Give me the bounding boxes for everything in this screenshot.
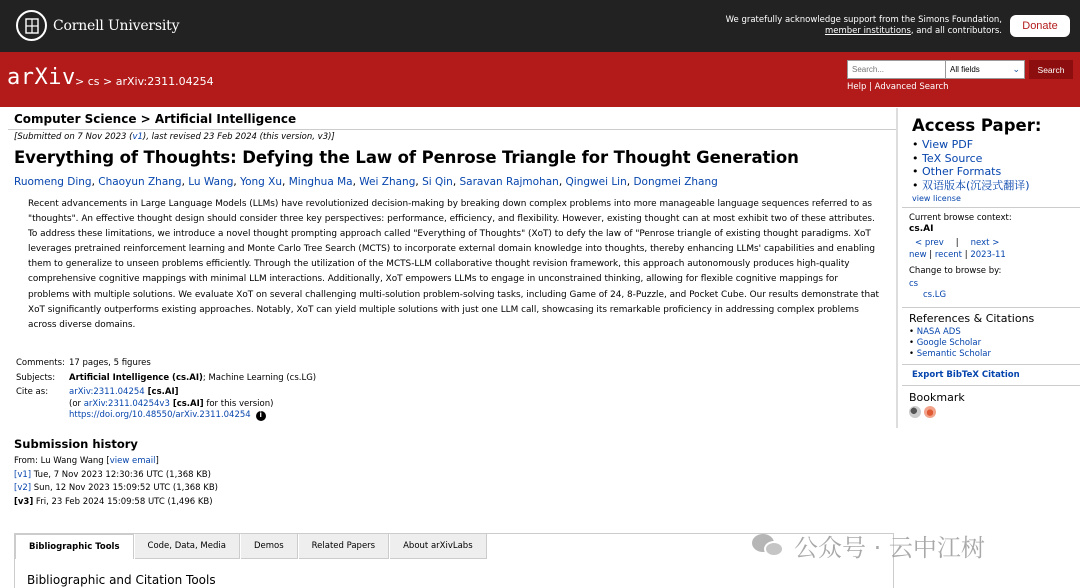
version-row: [v1] Tue, 7 Nov 2023 12:30:36 UTC (1,368 KB) — [14, 469, 211, 480]
change-browse-label: Change to browse by: — [909, 266, 1002, 277]
author-link[interactable]: Saravan Rajmohan — [459, 176, 559, 188]
author-link[interactable]: Qingwei Lin — [565, 176, 627, 188]
browse-cslg-link[interactable]: cs.LG — [923, 290, 947, 301]
cite-v3-link[interactable]: arXiv:2311.04254v3 — [83, 398, 170, 409]
version-link-v1[interactable]: [v1] — [14, 469, 32, 480]
extra-services-sidebar — [896, 108, 1080, 428]
author-link[interactable]: Ruomeng Ding — [14, 176, 92, 188]
crumb-paper-id: arXiv:2311.04254 — [115, 75, 214, 88]
tab-related-papers[interactable]: Related Papers — [299, 534, 389, 559]
comments-value: 17 pages, 5 figures — [69, 358, 151, 368]
browse-context: Current browse context: cs.AI < prev | next > new | recent | 2023-11 Change to browse by: cs cs.LG — [902, 207, 1080, 301]
paper-title: Everything of Thoughts: Defying the Law of Penrose Triangle for Thought Generation — [14, 148, 799, 167]
submission-history — [14, 437, 218, 509]
author-link[interactable]: Minghua Ma — [288, 176, 353, 188]
author-link[interactable]: Wei Zhang — [359, 176, 416, 188]
view-license-link[interactable]: view license — [912, 194, 961, 204]
support-message: We gratefully acknowledge support from the Simons Foundation, member institutions, and all contributors. — [725, 15, 1002, 36]
version-row: [v2] Sun, 12 Nov 2023 15:09:52 UTC (1,368 KB) — [14, 483, 218, 493]
browse-context-value: cs.AI — [909, 224, 934, 235]
header-breadcrumb: > cs > arXiv:2311.04254 — [75, 75, 214, 88]
prev-link[interactable]: < prev — [915, 238, 944, 249]
paper-main — [14, 132, 894, 333]
access-paper — [898, 108, 1080, 203]
bibsonomy-icon[interactable] — [909, 406, 921, 418]
browse-cs-link[interactable]: cs — [909, 279, 919, 290]
author-list: Ruomeng Ding, Chaoyun Zhang, Lu Wang, Yong Xu, Minghua Ma, Wei Zhang, Si Qin, Saravan Rajmohan, Qingwei Lin, Dongmei Zhang — [14, 176, 718, 188]
arxiv-logo[interactable]: arXiv — [7, 65, 76, 90]
search-bar — [847, 60, 1073, 79]
chevron-down-icon: ⌄ — [1012, 64, 1020, 74]
v1-link[interactable]: v1 — [132, 132, 143, 142]
cornell-seal-icon — [16, 10, 47, 41]
tab-demos[interactable]: Demos — [241, 534, 298, 559]
tab-panel-heading: Bibliographic and Citation Tools — [27, 573, 216, 587]
watermark-text: 公众号 · 云中江树 — [794, 534, 985, 562]
search-field-select[interactable]: All fields ⌄ — [945, 60, 1025, 79]
nasa-ads-link[interactable]: NASA ADS — [916, 327, 961, 338]
access-paper-title: Access Paper: — [912, 116, 1042, 135]
cornell-logo[interactable] — [16, 10, 179, 41]
wechat-watermark — [752, 528, 985, 563]
info-icon[interactable]: i — [256, 411, 266, 421]
tab-about-arxivlabs[interactable]: About arXivLabs — [390, 534, 487, 559]
cite-label: Cite as: — [16, 387, 49, 397]
category-breadcrumb: Computer Science > Artificial Intelligence — [8, 108, 896, 130]
search-button[interactable]: Search — [1029, 60, 1073, 79]
tex-source-link[interactable]: TeX Source — [922, 151, 983, 165]
search-links: Help | Advanced Search — [847, 82, 949, 92]
help-link[interactable]: Help — [847, 82, 867, 92]
semantic-scholar-link[interactable]: Semantic Scholar — [916, 349, 992, 360]
paper-metadata — [16, 358, 316, 425]
bilingual-version-link[interactable]: 双语版本(沉浸式翻译) — [922, 178, 1030, 192]
bookmark-heading: Bookmark — [909, 391, 965, 405]
other-formats-link[interactable]: Other Formats — [922, 165, 1002, 179]
author-link[interactable]: Lu Wang — [188, 176, 234, 188]
new-link[interactable]: new — [909, 250, 927, 261]
author-link[interactable]: Yong Xu — [240, 176, 283, 188]
crumb-cs[interactable]: cs — [87, 75, 100, 88]
version-current-v3: [v3] — [14, 496, 34, 507]
recent-link[interactable]: recent — [934, 250, 963, 261]
refs-heading: References & Citations — [909, 312, 1035, 326]
doi-link[interactable]: https://doi.org/10.48550/arXiv.2311.04254 — [69, 410, 251, 420]
cite-value: arXiv:2311.04254 [cs.AI] (or arXiv:2311.04254v3 [cs.AI] for this version) https://doi.org/10.48550/arXiv.2311.04254 i — [69, 387, 274, 420]
subjects-value: Artificial Intelligence (cs.AI); Machine Learning (cs.LG) — [69, 372, 317, 383]
history-heading: Submission history — [14, 437, 138, 451]
view-pdf-link[interactable]: View PDF — [922, 138, 974, 151]
submitter: From: Lu Wang Wang [view email] — [14, 456, 159, 466]
author-link[interactable]: Chaoyun Zhang — [98, 176, 182, 188]
abstract-text: Recent advancements in Large Language Models (LLMs) have revolutionized decision-making by breaking down complex problems into more manageable language sequences referred to as "thoughts". An effective thought design should consider three key perspectives: performance, efficiency, and flexibility. However, existing thought can at most exhibit two of these attributes. To address these limitations, we introduce a novel thought prompting approach called "Everything of Thoughts" (XoT) to defy the law of "Penrose triangle of existing thought paradigms. XoT leverages pretrained reinforcement learning and Monte Carlo Tree Search (MCTS) to incorporate external domain knowledge into thoughts, thereby enhancing LLMs' capabilities and enabling them to generalize to unseen problems efficiently. Through the utilization of the MCTS-LLM collaborative thought revision framework, this approach autonomously produces high-quality comprehensive cognitive mappings with minimal LLM interactions. Additionally, XoT empowers LLMs to engage in unconstrained thinking, allowing for flexible cognitive mappings for problems with multiple solutions. We evaluate XoT on several challenging multi-solution problem-solving tasks, including Game of 24, 8-Puzzle, and Pocket Cube. Our results demonstrate that XoT significantly outperforms existing approaches. Notably, XoT can yield multiple solutions with just one LLM call, showcasing its remarkable proficiency in addressing complex problems across diverse domains. — [28, 199, 879, 330]
export-bibtex — [902, 364, 1080, 386]
advanced-search-link[interactable]: Advanced Search — [874, 82, 949, 92]
references-citations — [902, 307, 1080, 360]
arxiv-header — [0, 52, 1080, 107]
version-row: [v3] Fri, 23 Feb 2024 15:09:58 UTC (1,496 KB) — [14, 496, 213, 507]
university-name: Cornell University — [53, 17, 180, 34]
donate-button[interactable]: Donate — [1010, 15, 1070, 37]
comments-label: Comments: — [16, 358, 65, 368]
tab-code-data-media[interactable]: Code, Data, Media — [135, 534, 240, 559]
tab-bibliographic-tools[interactable]: Bibliographic Tools — [15, 534, 134, 559]
top-bar — [0, 0, 1080, 52]
export-bibtex-link[interactable]: Export BibTeX Citation — [912, 370, 1020, 381]
reddit-icon[interactable] — [924, 406, 936, 418]
subjects-label: Subjects: — [16, 372, 56, 383]
bookmark-section — [898, 386, 1080, 418]
next-link[interactable]: next > — [970, 238, 1000, 249]
view-email-link[interactable]: view email — [109, 456, 156, 466]
wechat-icon — [752, 532, 786, 560]
google-scholar-link[interactable]: Google Scholar — [916, 338, 982, 349]
author-link[interactable]: Dongmei Zhang — [633, 176, 718, 188]
submission-dates: [Submitted on 7 Nov 2023 (v1), last revised 23 Feb 2024 (this version, v3)] — [14, 132, 335, 142]
cite-id-link[interactable]: arXiv:2311.04254 — [69, 387, 145, 397]
member-institutions-link[interactable]: member institutions — [824, 26, 911, 36]
month-link[interactable]: 2023-11 — [970, 250, 1006, 261]
search-input[interactable] — [847, 60, 945, 79]
author-link[interactable]: Si Qin — [422, 176, 453, 188]
version-link-v2[interactable]: [v2] — [14, 483, 32, 493]
